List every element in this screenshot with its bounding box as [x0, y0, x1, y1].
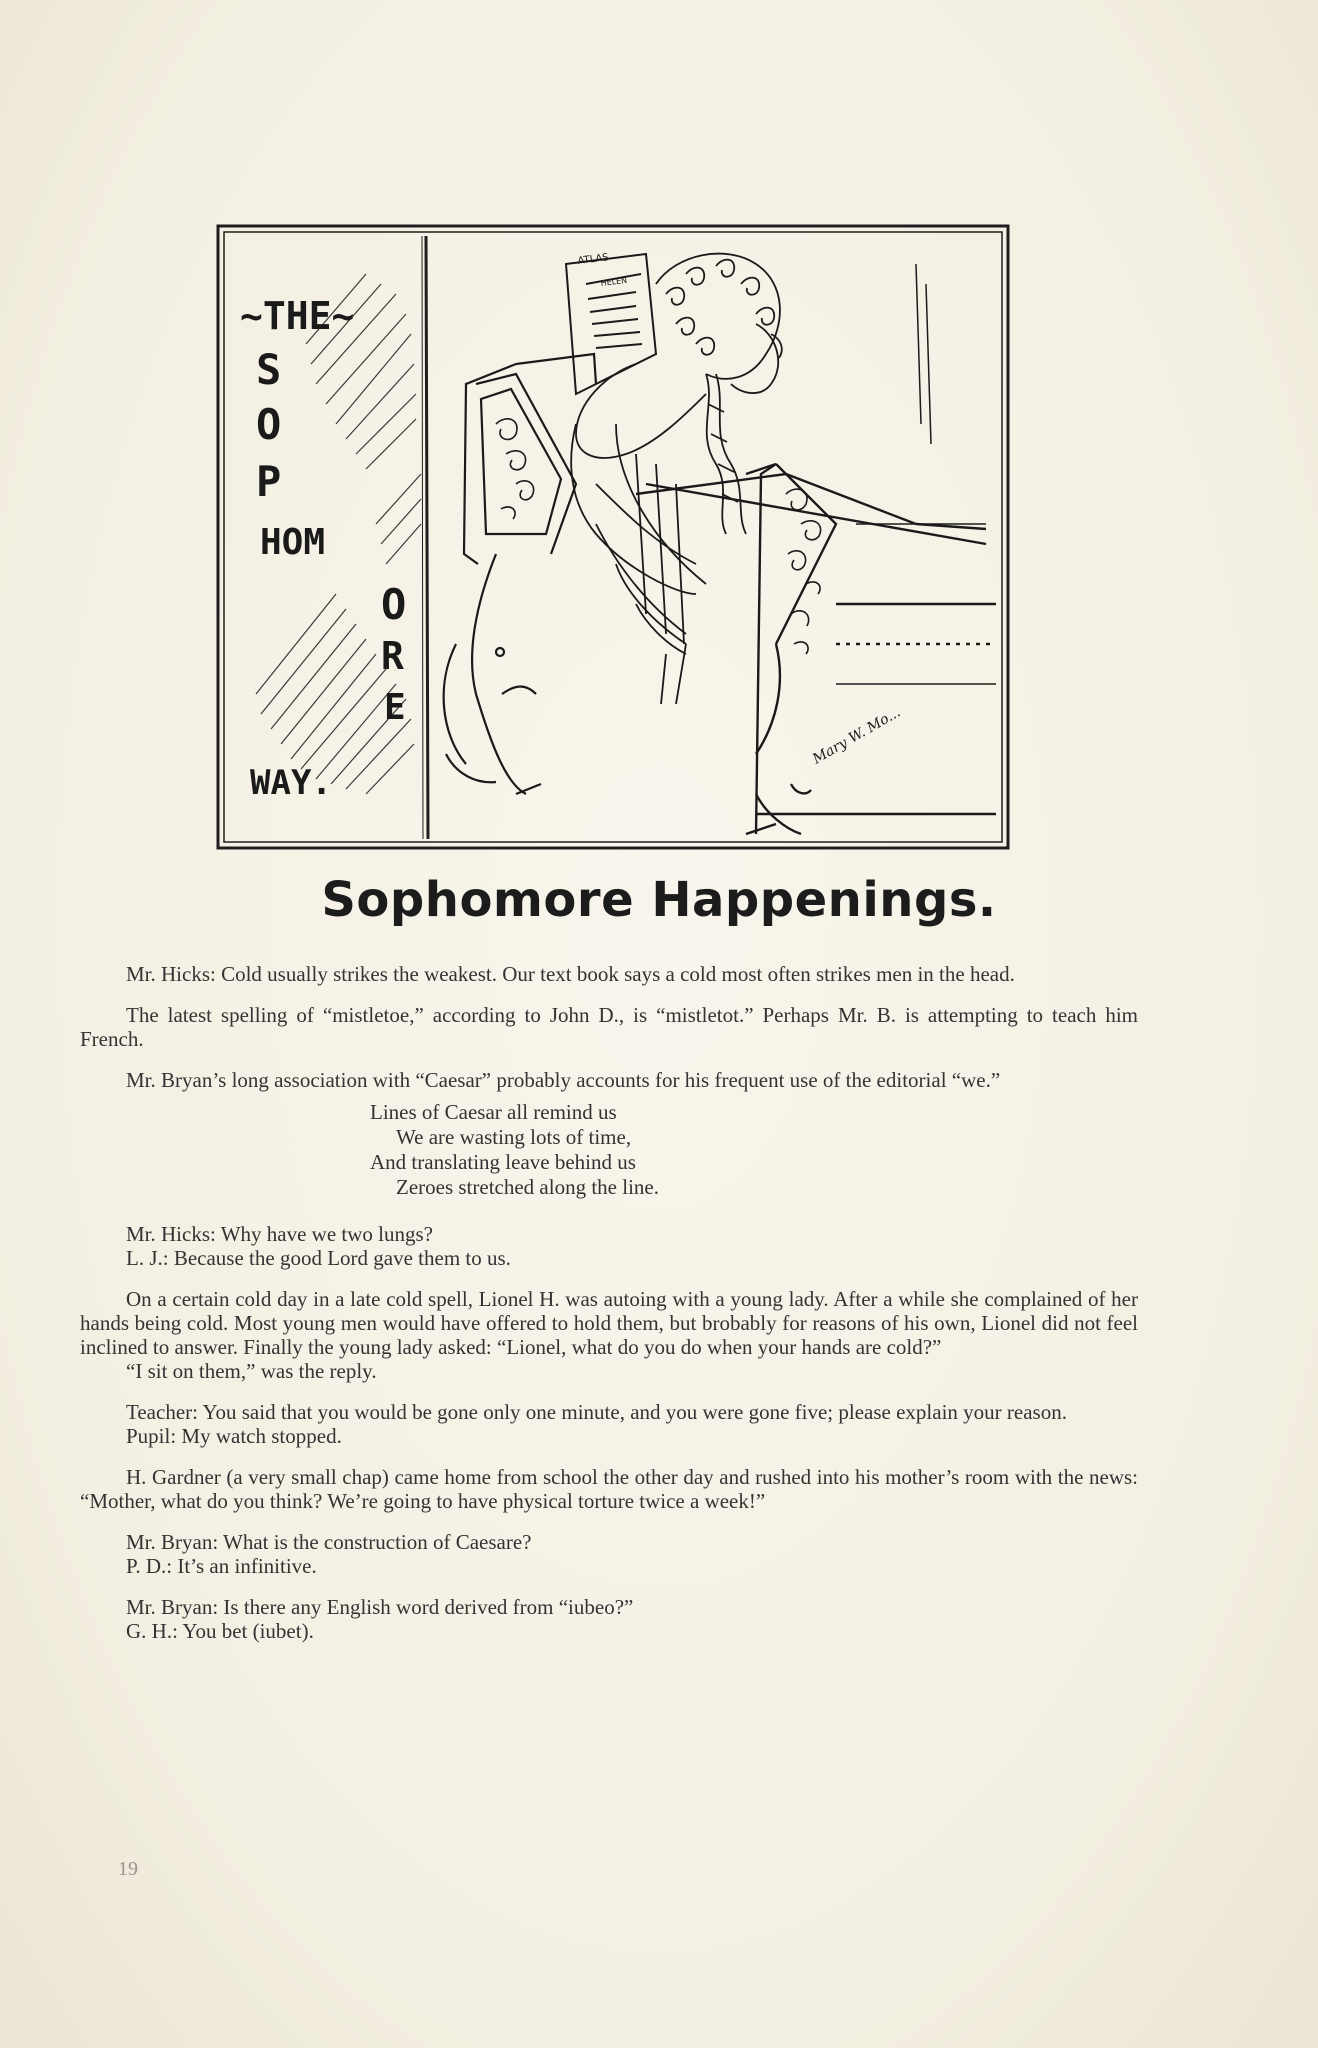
pupil-reply: Pupil: My watch stopped. [126, 1424, 342, 1448]
dialog-line: Mr. Bryan: What is the construction of Caesare? [126, 1530, 532, 1554]
dialog-line: G. H.: You bet (iubet). [126, 1619, 314, 1643]
title-letter-o1: O [256, 400, 282, 449]
article-body [80, 962, 1138, 1660]
poem-line: And translating leave behind us [370, 1150, 636, 1174]
dialog-caesare [80, 1530, 1138, 1578]
poem-line: Zeroes stretched along the line. [396, 1175, 659, 1199]
lionel-reply: “I sit on them,” was the reply. [126, 1359, 377, 1383]
title-letters-hom: HOM [260, 522, 326, 563]
paragraph-teacher: Teacher: You said that you would be gone only one minute, and you were gone five; please explain your reason. [126, 1400, 1067, 1424]
dialog-line: Mr. Hicks: Why have we two lungs? [126, 1222, 433, 1246]
title-letter-r: R [381, 634, 404, 678]
page-heading: Sophomore Happenings. [321, 872, 997, 928]
sophomore-illustration [216, 224, 1010, 850]
title-letter-s: S [256, 345, 282, 394]
paragraph-mistletoe: The latest spelling of “mistletoe,” according to John D., is “mistletot.” Perhaps Mr. B. is attempting to teach him French. [80, 1003, 1138, 1051]
paragraph-lionel: On a certain cold day in a late cold spell, Lionel H. was autoing with a young lady. After a while she complained of her hands being cold. Most young men would have offered to hold them, but brobably for reasons of his own, Lionel did not feel inclined to answer. Finally the young lady asked: “Lionel, what do you do when your hands are cold?” [80, 1287, 1138, 1359]
poem-line: Lines of Caesar all remind us [370, 1100, 617, 1124]
dialog-line: L. J.: Because the good Lord gave them to us. [126, 1246, 511, 1270]
book-cover-text-helen: HELEN [600, 275, 628, 288]
book-cover-text-atlas: ATLAS [577, 252, 610, 267]
title-letter-p: P [256, 457, 282, 506]
dialog-lungs [80, 1222, 1138, 1270]
dialog-teacher [80, 1400, 1138, 1448]
title-letters-way: WAY. [250, 763, 332, 803]
poem [370, 1100, 1138, 1200]
paragraph-gardner: H. Gardner (a very small chap) came home from school the other day and rushed into his mother’s room with the news: “Mother, what do you think? We’re going to have physical torture twice a week!” [80, 1465, 1138, 1513]
title-letter-o2: O [381, 580, 407, 629]
page-number: 19 [118, 1858, 138, 1880]
dialog-iubeo [80, 1595, 1138, 1643]
story-lionel [80, 1287, 1138, 1383]
paragraph-bryan-caesar: Mr. Bryan’s long association with “Caesar” probably accounts for his frequent use of the editorial “we.” [126, 1068, 1001, 1092]
dialog-line: Mr. Bryan: Is there any English word derived from “iubeo?” [126, 1595, 634, 1619]
poem-line: We are wasting lots of time, [396, 1125, 632, 1149]
title-letter-e: E [384, 687, 406, 728]
artist-signature: Mary W. Mo... [810, 704, 904, 768]
title-letters-the: ~THE~ [240, 294, 355, 338]
paragraph-hicks-cold: Mr. Hicks: Cold usually strikes the weakest. Our text book says a cold most often strikes men in the head. [126, 962, 1015, 986]
dialog-line: P. D.: It’s an infinitive. [126, 1554, 317, 1578]
